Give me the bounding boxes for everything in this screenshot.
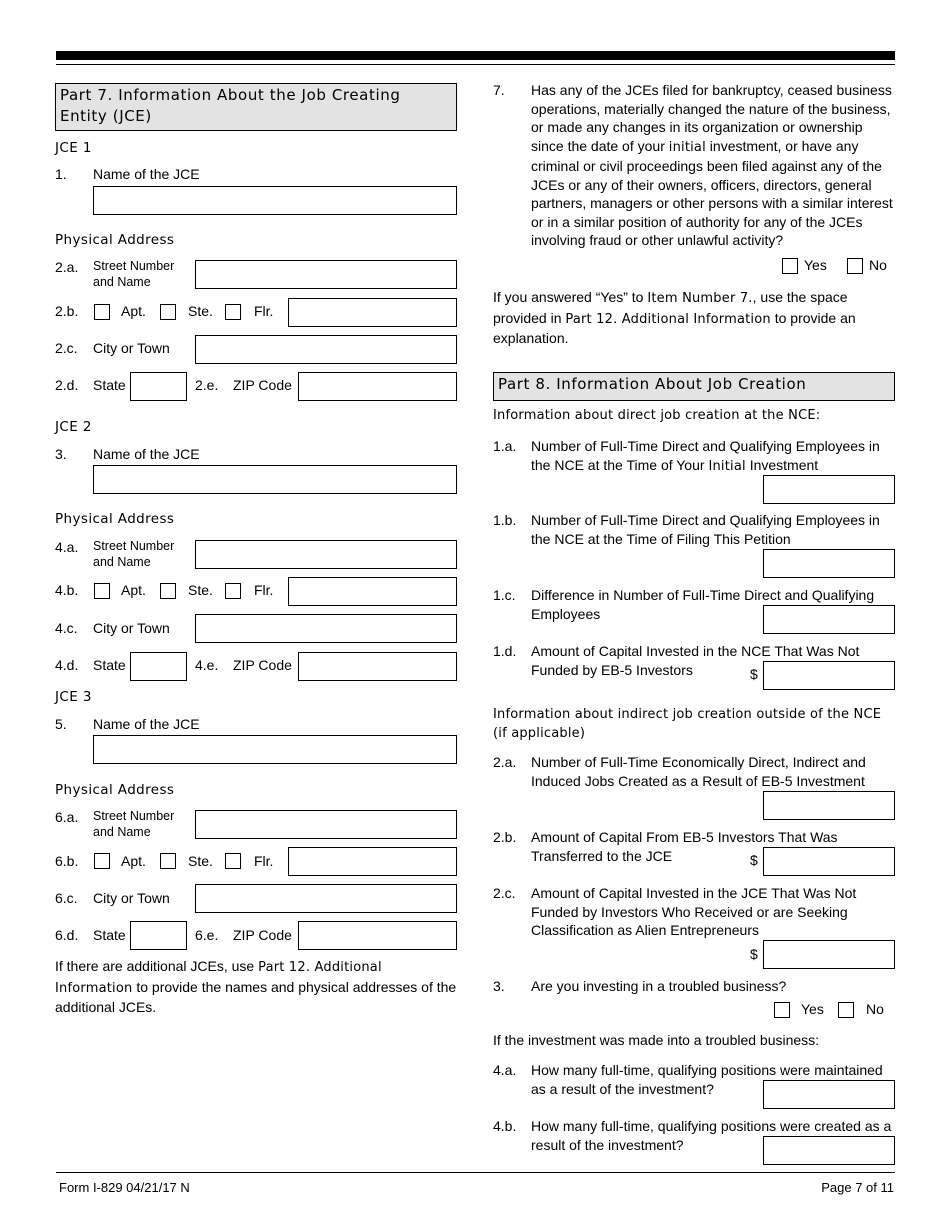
q1a-text [531,437,897,476]
q2a-number: 2.a. [55,259,79,275]
q7-text-post: investment, or have any criminal or civil proceedings been filed against any of the JCEs or any of their owners, officers, directors, general partners, managers or other persons with a similar interest or in a similar position of authority for any of the JCEs involving fraud or other unlawful activity? [531,137,893,248]
q2a-label-line1: Street Number [93,259,175,273]
q4e-number: 4.e. [195,657,219,673]
additional-jces-note [55,957,460,1017]
jce1-apt-label: Apt. [121,303,146,319]
q3-label: Name of the JCE [93,446,200,462]
q6c-label: City or Town [93,890,170,906]
q7-no-checkbox[interactable] [847,258,863,274]
jce3-apt-label: Apt. [121,853,146,869]
q1b-input[interactable] [763,549,895,578]
top-rule-thin [56,64,895,65]
q4c-number: 4.c. [55,620,78,636]
q7-text-pre: Has any of the JCEs filed for bankruptcy, ceased business operations, materially changed the nature of the business, or made any changes in its organization or ownership since the date of your [531,82,892,154]
q2e-label: ZIP Code [233,377,292,393]
q3-no-label: No [866,1001,884,1017]
q4a-number-p8: 4.a. [493,1062,517,1078]
jce3-ste-label: Ste. [188,853,213,869]
q3-number-p8: 3. [493,978,505,994]
jce1-state-input[interactable] [130,372,187,401]
q2a-label-line2: and Name [93,275,151,289]
q1c-text: Difference in Number of Full-Time Direct and Qualifying Employees [531,587,875,622]
q6a-label-line1: Street Number [93,809,175,823]
jce1-ste-label: Ste. [188,303,213,319]
q4b-number-p8: 4.b. [493,1118,517,1134]
q2b-number: 2.b. [55,303,79,319]
q3-number: 3. [55,446,67,462]
q1d-input[interactable] [763,661,895,690]
footer-page-number: Page 7 of 11 [821,1180,894,1195]
jce2-city-input[interactable] [195,614,457,643]
jce3-street-input[interactable] [195,810,457,839]
q4b-text-p8: How many full-time, qualifying positions were created as a result of the investment? [531,1118,892,1153]
q7-followup-post: to provide an explanation. [493,309,856,346]
jce1-zip-input[interactable] [298,372,457,401]
q1d-dollar-sign: $ [750,666,758,682]
q5-label: Name of the JCE [93,716,200,732]
jce1-ste-checkbox[interactable] [160,304,176,320]
q7-followup-pre: If you answered “Yes” to [493,289,648,305]
q2a-number-p8: 2.a. [493,754,517,770]
part8-header: Part 8. Information About Job Creation [493,372,895,401]
jce1-apt-checkbox[interactable] [94,304,110,320]
indirect-job-creation-intro: Information about indirect job creation outside of the NCE (if applicable) [493,707,882,741]
troubled-business-intro: If the investment was made into a troubled business: [493,1032,820,1048]
jce2-ste-label: Ste. [188,582,213,598]
additional-jces-note-post: to provide the names and physical addresses of the additional JCEs. [55,978,457,1015]
jce1-city-input[interactable] [195,335,457,364]
q1c-input[interactable] [763,605,895,634]
q2c-number: 2.c. [55,340,78,356]
q1b-text: Number of Full-Time Direct and Qualifying Employees in the NCE at the Time of Filing This Petition [531,512,880,547]
jce3-name-input[interactable] [93,735,457,764]
jce1-physical-address-label: Physical Address [55,232,175,248]
q2c-text-p8: Amount of Capital Invested in the JCE That Was Not Funded by Investors Who Received or are Seeking Classification as Alien Entrepreneurs [531,885,857,938]
q1a-text-initial: Initial [708,458,746,474]
q7-followup-item: Item Number 7. [647,291,753,306]
q4d-number: 4.d. [55,657,79,673]
q4a-label-line2: and Name [93,555,151,569]
q3-yes-checkbox[interactable] [774,1002,790,1018]
q7-text-initial: initial [668,139,706,155]
q6c-number: 6.c. [55,890,78,906]
jce2-label: JCE 2 [55,419,92,435]
q1d-text: Amount of Capital Invested in the NCE That Was Not Funded by EB-5 Investors [531,643,860,678]
footer-form-id: Form I-829 04/21/17 N [59,1180,190,1195]
jce1-label: JCE 1 [55,140,92,156]
q6b-number: 6.b. [55,853,79,869]
q2d-label: State [93,377,126,393]
q7-yes-checkbox[interactable] [782,258,798,274]
q7-text [531,81,897,250]
jce2-zip-input[interactable] [298,652,457,681]
q2c-number-p8: 2.c. [493,885,516,901]
q2b-text-p8: Amount of Capital From EB-5 Investors That Was Transferred to the JCE [531,829,838,864]
q6e-label: ZIP Code [233,927,292,943]
jce2-ste-checkbox[interactable] [160,583,176,599]
part7-header: Part 7. Information About the Job Creating Entity (JCE) [55,83,457,131]
q1a-text-post: Investment [745,456,819,473]
jce3-ste-checkbox[interactable] [160,853,176,869]
additional-jces-note-link: Part 12. Additional Information [55,960,382,996]
q7-followup-part12: Part 12. Additional Information [565,311,771,327]
top-rule-thick [56,51,895,60]
q2c-input-p8[interactable] [763,940,895,969]
jce2-apt-label: Apt. [121,582,146,598]
q7-followup-note [493,288,897,348]
q1a-text-pre: Number of Full-Time Direct and Qualifying Employees in the NCE at the Time of Your [531,438,880,473]
jce1-flr-checkbox[interactable] [225,304,241,320]
jce3-flr-label: Flr. [254,853,274,869]
q4e-label: ZIP Code [233,657,292,673]
q2a-text-p8: Number of Full-Time Economically Direct, Indirect and Induced Jobs Created as a Result of EB-5 Investment [531,754,866,789]
q4a-input-p8[interactable] [763,1080,895,1109]
jce3-apt-checkbox[interactable] [94,853,110,869]
q1c-number: 1.c. [493,587,516,603]
jce1-street-input[interactable] [195,260,457,289]
q2c-label: City or Town [93,340,170,356]
direct-job-creation-intro: Information about direct job creation at the NCE: [493,408,821,423]
jce2-flr-checkbox[interactable] [225,583,241,599]
q6a-label-line2: and Name [93,825,151,839]
q4a-label-line1: Street Number [93,539,175,553]
jce2-name-input[interactable] [93,465,457,494]
q2a-input-p8[interactable] [763,791,895,820]
q7-no-label: No [869,257,887,273]
q6d-label: State [93,927,126,943]
jce3-physical-address-label: Physical Address [55,782,175,798]
q3-no-checkbox[interactable] [838,1002,854,1018]
q2e-number: 2.e. [195,377,219,393]
jce2-flr-label: Flr. [254,582,274,598]
q6e-number: 6.e. [195,927,219,943]
jce3-unit-input[interactable] [288,847,457,876]
q1d-number: 1.d. [493,643,517,659]
q4a-number: 4.a. [55,539,79,555]
jce1-flr-label: Flr. [254,303,274,319]
jce3-label: JCE 3 [55,689,92,705]
jce2-state-input[interactable] [130,652,187,681]
jce2-physical-address-label: Physical Address [55,511,175,527]
q7-yes-label: Yes [804,257,827,273]
additional-jces-note-pre: If there are additional JCEs, use [55,958,259,974]
q4b-input-p8[interactable] [763,1136,895,1165]
q4b-number: 4.b. [55,582,79,598]
q1a-number: 1.a. [493,438,517,454]
jce3-state-input[interactable] [130,921,187,950]
jce1-name-input[interactable] [93,186,457,215]
footer-rule [56,1172,895,1173]
q4c-label: City or Town [93,620,170,636]
q1a-input[interactable] [763,475,895,504]
jce2-unit-input[interactable] [288,577,457,606]
q2b-number-p8: 2.b. [493,829,517,845]
q6a-number: 6.a. [55,809,79,825]
q6d-number: 6.d. [55,927,79,943]
jce3-flr-checkbox[interactable] [225,853,241,869]
q1-label: Name of the JCE [93,166,200,182]
q3-yes-label: Yes [801,1001,824,1017]
q7-followup-mid: , use the space provided in [493,289,848,326]
jce2-apt-checkbox[interactable] [94,583,110,599]
q4d-label: State [93,657,126,673]
q1-number: 1. [55,166,67,182]
jce1-unit-input[interactable] [288,298,457,327]
q4a-text-p8: How many full-time, qualifying positions were maintained as a result of the investment? [531,1062,883,1097]
q2d-number: 2.d. [55,377,79,393]
q7-number: 7. [493,82,505,98]
q2b-input-p8[interactable] [763,847,895,876]
jce2-street-input[interactable] [195,540,457,569]
q1b-number: 1.b. [493,512,517,528]
jce3-zip-input[interactable] [298,921,457,950]
q3-text-p8: Are you investing in a troubled business? [531,978,787,994]
q2b-dollar-sign: $ [750,852,758,868]
q5-number: 5. [55,716,67,732]
q2c-dollar-sign: $ [750,946,758,962]
jce3-city-input[interactable] [195,884,457,913]
